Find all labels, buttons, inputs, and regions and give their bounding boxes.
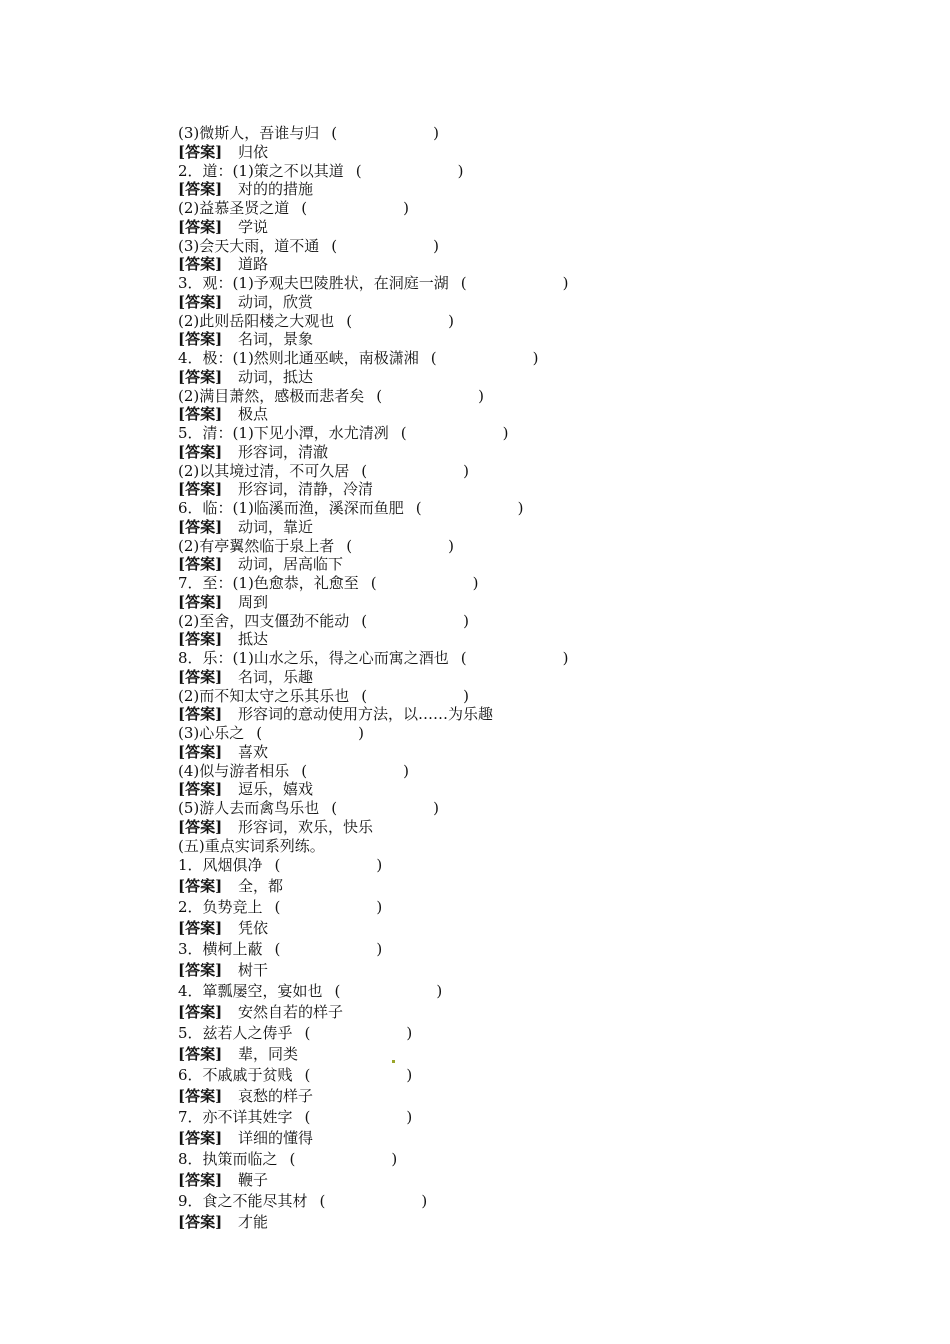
question-text: (3)微斯人，吾谁与归 (178, 124, 320, 142)
answer-line (178, 330, 818, 349)
answer-text: 哀愁的样子 (238, 1087, 314, 1106)
question-text: (2)此则岳阳楼之大观也 (178, 311, 335, 330)
answer-blank-close: ) (457, 161, 464, 180)
answer-line (178, 1044, 818, 1065)
question-line (178, 1065, 818, 1086)
answer-tag: [答案] (178, 877, 223, 896)
answer-blank-close: ) (472, 574, 479, 592)
answer-blank-open: ( (301, 761, 308, 780)
question-line (178, 1191, 818, 1212)
answer-line (178, 1128, 818, 1149)
question-text: 8．乐：(1)山水之乐，得之心而寓之酒也 (178, 649, 449, 667)
answer-tag: [答案] (178, 1171, 223, 1190)
question-text: 7．至：(1)色愈恭，礼愈至 (178, 574, 359, 592)
answer-line (178, 443, 818, 462)
answer-blank-open: ( (361, 686, 368, 705)
answer-text: 逗乐，嬉戏 (238, 780, 314, 799)
document-page (178, 124, 818, 1233)
answer-text: 形容词，欢乐，快乐 (238, 817, 374, 836)
answer-blank-close: ) (463, 461, 469, 480)
answer-blank-close: ) (376, 856, 383, 875)
question-line (178, 855, 818, 876)
answer-text: 动词，欣赏 (238, 292, 314, 311)
answer-text: 详细的懂得 (238, 1129, 314, 1148)
answer-tag: [答案] (178, 1003, 223, 1022)
question-line (178, 387, 818, 406)
answer-text: 周到 (238, 592, 269, 611)
question-text: 2．负势竞上 (178, 898, 263, 917)
answer-blank-close: ) (406, 1066, 413, 1085)
answer-blank-open: ( (376, 386, 383, 405)
answer-tag: [答案] (178, 667, 223, 686)
answer-text: 辈，同类 (238, 1045, 299, 1064)
answer-blank-close: ) (532, 349, 539, 367)
answer-tag: [答案] (178, 780, 223, 799)
answer-text: 鞭子 (238, 1171, 269, 1190)
answer-text: 凭依 (238, 919, 269, 938)
answer-line (178, 630, 818, 649)
answer-blank-open: ( (361, 611, 368, 630)
answer-blank-open: ( (289, 1150, 296, 1169)
answer-text: 动词，居高临下 (238, 555, 344, 574)
answer-tag: [答案] (178, 405, 223, 424)
question-text: 4．极：(1)然则北通巫峡，南极潇湘 (178, 349, 419, 367)
answer-blank-open: ( (355, 161, 362, 180)
question-line (178, 1149, 818, 1170)
question-line (178, 424, 818, 443)
question-line (178, 462, 818, 481)
answer-blank-open: ( (331, 124, 338, 142)
answer-line (178, 876, 818, 897)
question-text: 6．临：(1)临溪而渔，溪深而鱼肥 (178, 499, 404, 517)
question-line (178, 199, 818, 218)
answer-blank-close: ) (433, 799, 439, 817)
answer-tag: [答案] (178, 817, 223, 836)
answer-blank-open: ( (346, 311, 353, 330)
answer-blank-open: ( (361, 461, 368, 480)
question-line (178, 537, 818, 556)
question-line (178, 162, 818, 181)
answer-tag: [答案] (178, 961, 223, 980)
answer-line (178, 255, 818, 274)
question-line (178, 574, 818, 593)
answer-text: 对的的措施 (238, 180, 314, 199)
answer-text: 树干 (238, 961, 269, 980)
question-text: (5)游人去而禽鸟乐也 (178, 799, 320, 817)
answer-tag: [答案] (178, 919, 223, 938)
answer-blank-open: ( (319, 1192, 326, 1211)
answer-blank-open: ( (256, 724, 263, 742)
answer-tag: [答案] (178, 742, 223, 761)
answer-line (178, 1212, 818, 1233)
answer-line (178, 143, 818, 162)
answer-blank-open: ( (400, 424, 407, 442)
answer-blank-open: ( (331, 799, 338, 817)
answer-tag: [答案] (178, 555, 223, 574)
answer-blank-open: ( (460, 649, 467, 667)
question-text: 1．风烟俱净 (178, 856, 263, 875)
answer-blank-close: ) (403, 199, 409, 217)
answer-text: 名词，景象 (238, 330, 314, 349)
question-line (178, 981, 818, 1002)
question-line (178, 724, 818, 743)
answer-tag: [答案] (178, 330, 223, 349)
answer-blank-open: ( (331, 236, 338, 255)
answer-line (178, 1002, 818, 1023)
question-text: 3．观：(1)予观夫巴陵胜状，在洞庭一湖 (178, 274, 449, 292)
answer-line (178, 293, 818, 312)
answer-blank-close: ) (376, 898, 383, 917)
answer-blank-close: ) (562, 649, 569, 667)
answer-line (178, 405, 818, 424)
answer-blank-close: ) (463, 686, 469, 705)
answer-blank-close: ) (376, 940, 383, 959)
question-text: (2)以其境过清，不可久居 (178, 461, 350, 480)
question-line (178, 799, 818, 818)
question-line (178, 612, 818, 631)
question-text: (2)满目萧然，感极而悲者矣 (178, 386, 365, 405)
answer-text: 归依 (238, 142, 269, 161)
answer-line (178, 668, 818, 687)
answer-blank-open: ( (274, 856, 281, 875)
question-text: 7．亦不详其姓字 (178, 1108, 293, 1127)
question-text: 9．食之不能尽其材 (178, 1192, 308, 1211)
answer-blank-open: ( (460, 274, 467, 292)
answer-line (178, 218, 818, 237)
answer-text: 全，都 (238, 877, 284, 896)
question-text: 3．横柯上蔽 (178, 940, 263, 959)
answer-tag: [答案] (178, 442, 223, 461)
answer-tag: [答案] (178, 292, 223, 311)
question-text: (3)会天大雨，道不通 (178, 236, 320, 255)
answer-blank-close: ) (463, 611, 469, 630)
answer-line (178, 593, 818, 612)
answer-line (178, 518, 818, 537)
question-text: (2)而不知太守之乐其乐也 (178, 686, 350, 705)
answer-blank-open: ( (304, 1024, 311, 1043)
answer-blank-open: ( (301, 199, 308, 217)
question-line (178, 897, 818, 918)
question-text: (4)似与游者相乐 (178, 761, 290, 780)
answer-text: 喜欢 (238, 742, 269, 761)
answer-blank-close: ) (433, 236, 439, 255)
answer-text: 形容词，清静，冷清 (238, 480, 374, 499)
question-line (178, 649, 818, 668)
answer-text: 安然自若的样子 (238, 1003, 344, 1022)
question-line (178, 1107, 818, 1128)
question-text: 5．清：(1)下见小潭，水尤清冽 (178, 424, 389, 442)
answer-text: 学说 (238, 217, 269, 236)
answer-tag: [答案] (178, 1045, 223, 1064)
answer-line (178, 960, 818, 981)
question-line (178, 939, 818, 960)
answer-tag: [答案] (178, 517, 223, 536)
question-text: 5．兹若人之俦乎 (178, 1024, 293, 1043)
question-line (178, 349, 818, 368)
answer-text: 名词，乐趣 (238, 667, 314, 686)
answer-blank-open: ( (370, 574, 377, 592)
highlight-mark (392, 1060, 395, 1063)
question-text: (3)心乐之 (178, 724, 245, 742)
answer-line (178, 780, 818, 799)
answer-blank-open: ( (274, 898, 281, 917)
answer-blank-close: ) (436, 982, 443, 1001)
answer-blank-close: ) (433, 124, 439, 142)
answer-blank-open: ( (346, 536, 353, 555)
answer-line (178, 180, 818, 199)
answer-blank-close: ) (358, 724, 364, 742)
question-text: (2)益慕圣贤之道 (178, 199, 290, 217)
answer-blank-close: ) (478, 386, 484, 405)
answer-blank-close: ) (562, 274, 569, 292)
answer-tag: [答案] (178, 705, 223, 724)
question-line (178, 312, 818, 331)
question-text: 6．不戚戚于贫贱 (178, 1066, 293, 1085)
answer-tag: [答案] (178, 217, 223, 236)
answer-line (178, 1086, 818, 1107)
answer-text: 才能 (238, 1213, 269, 1232)
question-text: 4．箪瓢屡空，宴如也 (178, 982, 323, 1001)
answer-tag: [答案] (178, 180, 223, 199)
answer-line (178, 818, 818, 837)
answer-line (178, 705, 818, 724)
answer-line (178, 918, 818, 939)
answer-blank-close: ) (406, 1108, 413, 1127)
answer-tag: [答案] (178, 1087, 223, 1106)
answer-blank-close: ) (406, 1024, 413, 1043)
answer-blank-open: ( (430, 349, 437, 367)
answer-blank-open: ( (304, 1066, 311, 1085)
question-line (178, 499, 818, 518)
question-line (178, 274, 818, 293)
question-line (178, 237, 818, 256)
answer-blank-open: ( (415, 499, 422, 517)
question-text: (2)有亭翼然临于泉上者 (178, 536, 335, 555)
answer-line (178, 743, 818, 762)
question-line (178, 762, 818, 781)
answer-text: 形容词，清澈 (238, 442, 329, 461)
answer-line (178, 480, 818, 499)
answer-text: 动词，靠近 (238, 517, 314, 536)
answer-blank-close: ) (403, 761, 409, 780)
section-heading: (五)重点实词系列练。 (178, 836, 325, 855)
answer-tag: [答案] (178, 630, 223, 649)
question-line (178, 124, 818, 143)
answer-line (178, 368, 818, 387)
answer-text: 抵达 (238, 630, 269, 649)
answer-blank-close: ) (517, 499, 524, 517)
answer-blank-close: ) (391, 1150, 398, 1169)
question-line (178, 1023, 818, 1044)
answer-tag: [答案] (178, 1129, 223, 1148)
question-text: 8．执策而临之 (178, 1150, 278, 1169)
answer-tag: [答案] (178, 592, 223, 611)
question-line (178, 687, 818, 706)
question-text: (2)至舍，四支僵劲不能动 (178, 611, 350, 630)
answer-blank-close: ) (502, 424, 509, 442)
answer-text: 形容词的意动使用方法，以……为乐趣 (238, 705, 494, 724)
answer-tag: [答案] (178, 367, 223, 386)
answer-tag: [答案] (178, 142, 223, 161)
answer-tag: [答案] (178, 255, 223, 274)
answer-blank-close: ) (421, 1192, 428, 1211)
answer-blank-close: ) (448, 536, 454, 555)
answer-blank-open: ( (334, 982, 341, 1001)
answer-line (178, 555, 818, 574)
answer-blank-close: ) (448, 311, 454, 330)
answer-line (178, 1170, 818, 1191)
answer-text: 极点 (238, 405, 269, 424)
answer-text: 动词，抵达 (238, 367, 314, 386)
answer-text: 道路 (238, 255, 269, 274)
answer-blank-open: ( (304, 1108, 311, 1127)
answer-blank-open: ( (274, 940, 281, 959)
answer-tag: [答案] (178, 1213, 223, 1232)
question-text: 2．道：(1)策之不以其道 (178, 161, 344, 180)
answer-tag: [答案] (178, 480, 223, 499)
